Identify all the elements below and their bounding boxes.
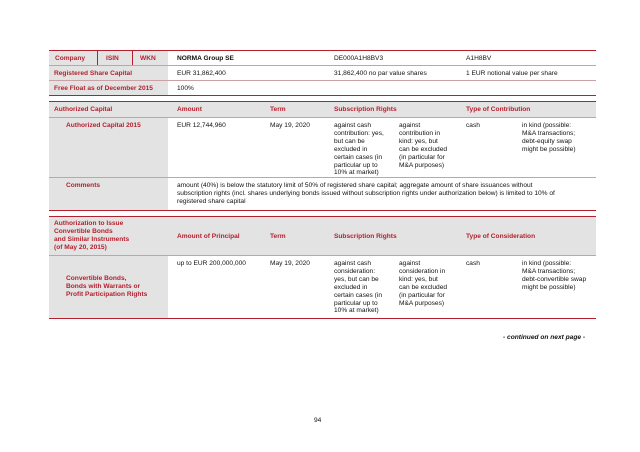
convertible-label-line: Convertible Bonds, [66, 275, 127, 282]
free-float-label: Free Float as of December 2015 [54, 85, 153, 92]
authorized-header-title: Authorized Capital [54, 106, 113, 113]
free-float-value: 100% [177, 85, 194, 92]
registered-capital-amount: EUR 31,862,400 [177, 70, 226, 77]
conv-rights-kind-line: against [399, 260, 421, 267]
conv-rights-kind-line: consideration in [399, 267, 446, 275]
conv-rights-cash-line: certain cases (in [334, 291, 383, 299]
convertible-title-line: and Similar Instruments [54, 235, 130, 243]
convertible-row-label [66, 275, 147, 299]
rights-kind-line: M&A purposes) [399, 161, 445, 169]
convertible-header-amount: Amount of Principal [177, 233, 240, 240]
rights-cash-line: but can be [334, 137, 365, 145]
contribution-kind-line: might be possible) [522, 145, 576, 153]
convertible-bottom-rule [49, 318, 596, 319]
authorized-2015-rights-cash [334, 122, 384, 177]
convertible-title-line: Convertible Bonds [54, 227, 113, 235]
authorized-2015-contribution-cash: cash [466, 122, 480, 129]
registered-capital-shares: 31,862,400 no par value shares [334, 70, 427, 77]
rights-kind-line: (in particular for [399, 153, 445, 161]
comments-line: subscription rights (incl. shares underlying bonds issued without subscription rights under authorization below) is limited to 10% of [177, 189, 555, 197]
conv-consideration-line: M&A transactions; [522, 267, 576, 275]
conv-rights-kind-line: (in particular for [399, 291, 445, 299]
wkn-label: WKN [140, 55, 156, 62]
convertible-consideration-cash: cash [466, 260, 480, 267]
comments-label: Comments [66, 182, 101, 189]
registered-capital-label: Registered Share Capital [54, 70, 133, 77]
contribution-kind-line: debt-equity swap [522, 137, 572, 145]
isin-label: ISIN [106, 55, 119, 62]
rights-kind-line: contribution in [399, 129, 441, 137]
convertible-header-title [54, 220, 129, 252]
authorized-header-rights: Subscription Rights [334, 106, 397, 113]
rights-cash-line: particular up to [334, 161, 378, 169]
rights-kind-line: against [399, 122, 421, 129]
rights-cash-line: 10% at market) [334, 169, 379, 177]
continued-note: - continued on next page - [503, 334, 586, 341]
wkn-value: A1H8BV [466, 55, 492, 62]
isin-value: DE000A1H8BV3 [334, 55, 384, 62]
authorized-2015-amount: EUR 12,744,960 [177, 122, 226, 129]
conv-rights-cash-line: particular up to [334, 299, 378, 307]
header-divider-2 [132, 51, 133, 65]
conv-consideration-line: debt-convertible swap [522, 275, 587, 283]
conv-consideration-line: in kind (possible: [522, 260, 572, 267]
convertible-term: May 19, 2020 [270, 260, 310, 267]
convertible-header-rights: Subscription Rights [334, 233, 397, 240]
conv-rights-cash-line: yes, but can be [334, 275, 379, 283]
rights-cash-line: excluded in [334, 145, 368, 153]
rights-kind-line: kind: yes, but [399, 137, 438, 145]
header-divider-1 [97, 51, 98, 65]
convertible-rights-kind [399, 260, 447, 307]
convertible-consideration-kind [522, 260, 586, 292]
contribution-kind-line: M&A transactions; [522, 129, 576, 137]
conv-rights-cash-line: 10% at market) [334, 307, 379, 315]
conv-consideration-line: might be possible) [522, 283, 576, 291]
free-float-rule [49, 95, 596, 96]
convertible-title-line: Authorization to Issue [54, 220, 124, 227]
authorized-header-amount: Amount [177, 106, 202, 113]
conv-rights-kind-line: can be excluded [399, 283, 448, 291]
convertible-title-line: (of May 20, 2015) [54, 243, 107, 251]
comments-line: registered share capital [177, 197, 246, 205]
convertible-rights-cash [334, 260, 382, 315]
comments-line: amount (40%) is below the statutory limit of 50% of registered share capital; aggregate amount of share issuances without [177, 182, 533, 189]
contribution-kind-line: in kind (possible: [522, 122, 572, 129]
company-name: NORMA Group SE [177, 55, 234, 62]
convertible-header-term: Term [270, 233, 286, 240]
convertible-label-line: Bonds with Warrants or [66, 282, 141, 290]
conv-rights-cash-line: against cash [334, 260, 372, 267]
rights-kind-line: can be excluded [399, 145, 448, 153]
authorized-header-contribution: Type of Contribution [466, 106, 531, 113]
authorized-2015-rights-kind [399, 122, 447, 169]
registered-capital-notional: 1 EUR notional value per share [466, 70, 558, 77]
comments-rule [49, 210, 596, 211]
authorized-2015-contribution-kind [522, 122, 576, 154]
authorized-header-term: Term [270, 106, 286, 113]
convertible-amount: up to EUR 200,000,000 [177, 260, 246, 267]
rights-cash-line: against cash [334, 122, 372, 129]
comments-text [177, 182, 555, 206]
conv-rights-kind-line: kind: yes, but [399, 275, 438, 283]
convertible-label-line: Profit Participation Rights [66, 290, 148, 298]
authorized-2015-label: Authorized Capital 2015 [66, 122, 141, 129]
convertible-header-consideration: Type of Consideration [466, 233, 536, 240]
conv-rights-cash-line: excluded in [334, 283, 368, 291]
rights-cash-line: certain cases (in [334, 153, 383, 161]
conv-rights-cash-line: consideration: [334, 267, 376, 275]
authorized-2015-term: May 19, 2020 [270, 122, 310, 129]
company-label: Company [55, 55, 86, 62]
page-number: 94 [314, 417, 322, 424]
conv-rights-kind-line: M&A purposes) [399, 299, 445, 307]
rights-cash-line: contribution: yes, [334, 129, 384, 137]
